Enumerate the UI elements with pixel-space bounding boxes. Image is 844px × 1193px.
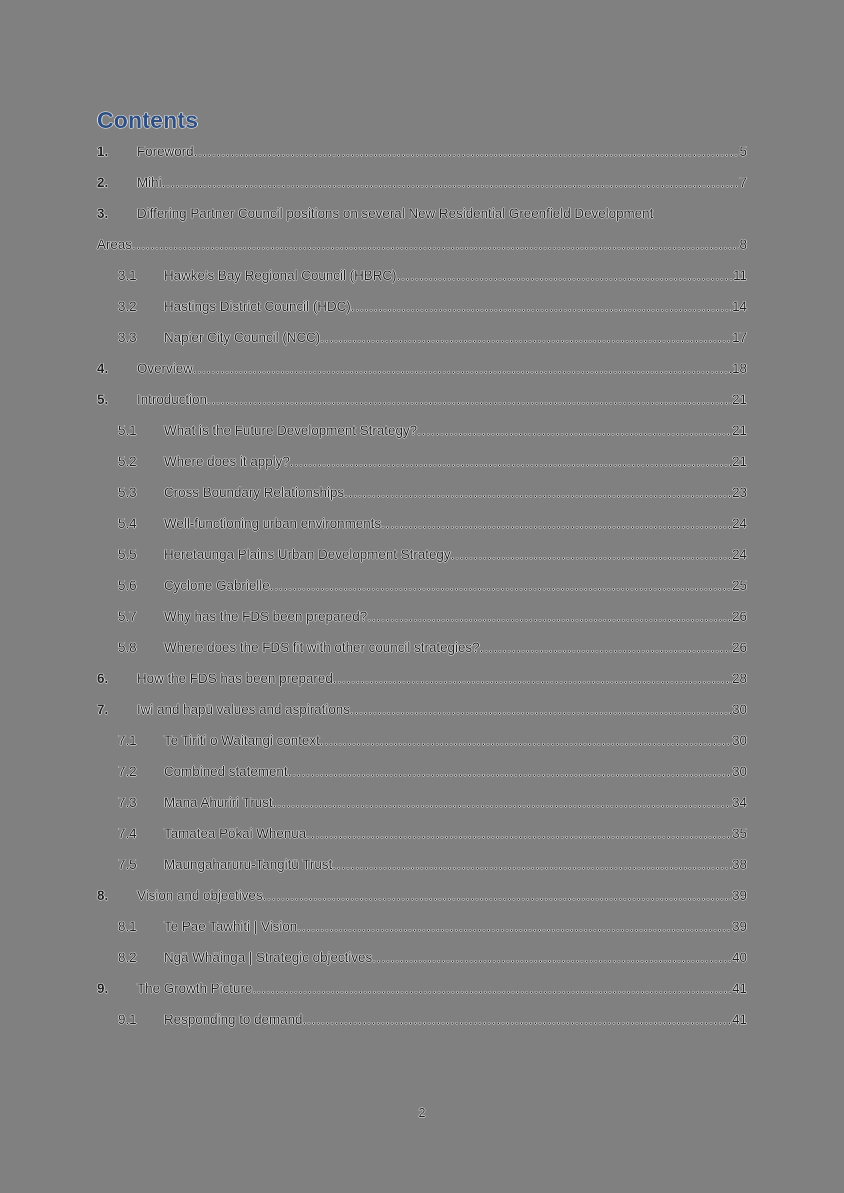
toc-leader-dots xyxy=(132,238,739,251)
toc-entry-number: 5.7 xyxy=(118,609,137,625)
toc-entry-number: 5.5 xyxy=(118,547,137,563)
page-title: Contents xyxy=(97,107,199,133)
toc-entry[interactable] xyxy=(97,176,747,207)
toc-entry-label: Mihi xyxy=(137,175,162,191)
toc-entry-label: Hastings District Council (HDC) xyxy=(164,299,351,315)
toc-leader-dots xyxy=(288,765,732,778)
toc-entry-label: The Growth Picture xyxy=(137,981,253,997)
toc-entry[interactable] xyxy=(97,765,747,796)
toc-leader-dots xyxy=(344,486,731,499)
toc-entry-page-number: 35 xyxy=(732,826,747,842)
toc-entry-number: 5. xyxy=(97,392,109,408)
toc-entry-number: 7.4 xyxy=(118,826,137,842)
toc-leader-dots xyxy=(350,703,731,716)
toc-entry-page-number: 24 xyxy=(732,516,747,532)
toc-entry-number: 5.8 xyxy=(118,640,137,656)
toc-entry-label: Hawke's Bay Regional Council (HBRC) xyxy=(164,268,397,284)
toc-leader-dots xyxy=(270,579,731,592)
toc-entry-label: Responding to demand xyxy=(164,1012,303,1028)
toc-entry[interactable] xyxy=(97,300,747,331)
toc-leader-dots xyxy=(372,951,731,964)
toc-leader-dots xyxy=(480,641,732,654)
toc-entry-label: Introduction xyxy=(137,392,207,408)
toc-entry-page-number: 21 xyxy=(732,392,747,408)
toc-entry-number: 5.4 xyxy=(118,516,137,532)
toc-entry-page-number: 23 xyxy=(732,485,747,501)
toc-entry-label: Cyclone Gabrielle xyxy=(164,578,270,594)
toc-entry-page-number: 21 xyxy=(732,454,747,470)
toc-entry[interactable] xyxy=(97,610,747,641)
toc-entry[interactable] xyxy=(97,672,747,703)
toc-entry-page-number: 38 xyxy=(732,857,747,873)
toc-entry[interactable] xyxy=(97,548,747,579)
toc-entry-page-number: 25 xyxy=(732,578,747,594)
toc-entry[interactable] xyxy=(97,951,747,982)
toc-entry[interactable] xyxy=(97,362,747,393)
toc-entry[interactable] xyxy=(97,703,747,734)
toc-entry-label: Vision and objectives xyxy=(137,888,263,904)
toc-entry-page-number: 28 xyxy=(732,671,747,687)
toc-entry-number: 5.2 xyxy=(118,454,137,470)
toc-entry-number: 4. xyxy=(97,361,109,377)
toc-entry-label: Te Pae Tawhiti | Vision xyxy=(164,919,298,935)
toc-leader-dots xyxy=(263,889,732,902)
toc-entry-label: Ngā Whāinga | Strategic objectives xyxy=(164,950,373,966)
toc-entry-label: Napier City Council (NCC) xyxy=(164,330,321,346)
toc-entry-number: 6. xyxy=(97,671,109,687)
toc-entry-page-number: 39 xyxy=(732,919,747,935)
footer-page-number: 2 xyxy=(418,1106,426,1120)
toc-entry-line xyxy=(97,207,747,238)
toc-leader-dots xyxy=(306,827,731,840)
toc-entry-line xyxy=(97,238,747,269)
toc-leader-dots xyxy=(290,455,731,468)
toc-entry-number: 5.1 xyxy=(118,423,137,439)
toc-entry-label: Te Tiriti o Waitangi context xyxy=(164,733,320,749)
toc-entry-number: 7.2 xyxy=(118,764,137,780)
toc-entry-page-number: 18 xyxy=(732,361,747,377)
toc-entry-page-number: 17 xyxy=(732,330,747,346)
toc-entry-label: Where does the FDS fit with other council strategies? xyxy=(164,640,480,656)
table-of-contents xyxy=(97,108,747,1044)
toc-entry-page-number: 5 xyxy=(739,144,747,160)
toc-entry-label: How the FDS has been prepared xyxy=(137,671,333,687)
toc-entry-label: Cross Boundary Relationships xyxy=(164,485,345,501)
toc-entry-page-number: 8 xyxy=(739,237,747,253)
toc-entry-label: Differing Partner Council positions on several New Residential Greenfield Development xyxy=(137,206,654,222)
toc-entry[interactable] xyxy=(97,889,747,920)
toc-entry-label: Why has the FDS been prepared? xyxy=(164,609,368,625)
toc-entry-label: Foreword xyxy=(137,144,194,160)
toc-entry-page-number: 41 xyxy=(732,981,747,997)
toc-entry[interactable] xyxy=(97,796,747,827)
toc-leader-dots xyxy=(320,734,731,747)
toc-entry-page-number: 39 xyxy=(732,888,747,904)
toc-entry-number: 8.1 xyxy=(118,919,137,935)
toc-leader-dots xyxy=(207,393,731,406)
toc-leader-dots xyxy=(297,920,731,933)
toc-entry-page-number: 11 xyxy=(733,268,747,284)
toc-entry-number: 1. xyxy=(97,144,109,160)
toc-leader-dots xyxy=(351,300,731,313)
toc-entry-label: Where does it apply? xyxy=(164,454,290,470)
toc-entry[interactable] xyxy=(97,455,747,486)
toc-entry-list xyxy=(97,145,747,1044)
toc-entry-page-number: 40 xyxy=(732,950,747,966)
toc-entry-page-number: 30 xyxy=(732,733,747,749)
toc-entry-number: 7.1 xyxy=(118,733,137,749)
toc-entry[interactable] xyxy=(97,393,747,424)
toc-entry-number: 3. xyxy=(97,206,109,222)
toc-entry-page-number: 26 xyxy=(732,640,747,656)
toc-entry[interactable] xyxy=(97,579,747,610)
toc-entry-page-number: 34 xyxy=(732,795,747,811)
toc-entry-label: Mana Ahuriri Trust xyxy=(164,795,273,811)
toc-entry[interactable] xyxy=(97,331,747,362)
toc-leader-dots xyxy=(367,610,731,623)
toc-leader-dots xyxy=(451,548,732,561)
toc-leader-dots xyxy=(273,796,731,809)
toc-entry-label: Iwi and hapū values and aspirations xyxy=(137,702,350,718)
toc-entry-number: 3.2 xyxy=(118,299,137,315)
toc-entry-page-number: 26 xyxy=(732,609,747,625)
toc-entry-label: Heretaunga Plains Urban Development Strategy xyxy=(164,547,451,563)
toc-entry-number: 7. xyxy=(97,702,109,718)
toc-leader-dots xyxy=(417,424,731,437)
toc-entry-page-number: 24 xyxy=(732,547,747,563)
toc-entry-label: Overview xyxy=(137,361,193,377)
toc-entry[interactable] xyxy=(97,486,747,517)
toc-entry-number: 9. xyxy=(97,981,109,997)
toc-entry-number: 8. xyxy=(97,888,109,904)
toc-entry[interactable] xyxy=(97,269,747,300)
toc-entry-page-number: 30 xyxy=(732,764,747,780)
toc-entry-number: 5.3 xyxy=(118,485,137,501)
toc-entry[interactable] xyxy=(97,424,747,455)
toc-entry[interactable] xyxy=(97,145,747,176)
toc-entry-number: 8.2 xyxy=(118,950,137,966)
toc-entry-label: Maungaharuru-Tangitū Trust xyxy=(164,857,333,873)
toc-entry[interactable] xyxy=(97,982,747,1013)
toc-entry-number: 5.6 xyxy=(118,578,137,594)
toc-leader-dots xyxy=(162,176,739,189)
toc-entry-page-number: 21 xyxy=(732,423,747,439)
toc-entry[interactable] xyxy=(97,920,747,951)
toc-entry-label: Well-functioning urban environments xyxy=(164,516,382,532)
toc-leader-dots xyxy=(397,269,733,282)
toc-entry-label: Tamatea Pōkai Whenua xyxy=(164,826,307,842)
toc-leader-dots xyxy=(302,1013,731,1026)
toc-entry-page-number: 7 xyxy=(739,175,747,191)
toc-entry-number: 3.1 xyxy=(118,268,137,284)
toc-entry[interactable] xyxy=(97,207,747,269)
toc-entry-label-continued: Areas xyxy=(97,237,132,253)
toc-entry-page-number: 41 xyxy=(732,1012,747,1028)
toc-entry[interactable] xyxy=(97,1013,747,1044)
toc-entry-label: Combined statement xyxy=(164,764,288,780)
toc-leader-dots xyxy=(332,858,731,871)
toc-entry-number: 3.3 xyxy=(118,330,137,346)
toc-leader-dots xyxy=(252,982,731,995)
toc-entry-page-number: 30 xyxy=(732,702,747,718)
toc-leader-dots xyxy=(193,362,731,375)
toc-leader-dots xyxy=(194,145,739,158)
toc-leader-dots xyxy=(381,517,731,530)
toc-entry[interactable] xyxy=(97,734,747,765)
toc-entry[interactable] xyxy=(97,827,747,858)
toc-leader-dots xyxy=(333,672,731,685)
toc-entry[interactable] xyxy=(97,517,747,548)
toc-entry-number: 2. xyxy=(97,175,109,191)
toc-entry-number: 7.5 xyxy=(118,857,137,873)
toc-leader-dots xyxy=(320,331,731,344)
toc-entry-page-number: 14 xyxy=(732,299,747,315)
toc-entry[interactable] xyxy=(97,858,747,889)
toc-entry[interactable] xyxy=(97,641,747,672)
toc-entry-label: What is the Future Development Strategy? xyxy=(164,423,418,439)
toc-entry-number: 7.3 xyxy=(118,795,137,811)
toc-entry-number: 9.1 xyxy=(118,1012,137,1028)
